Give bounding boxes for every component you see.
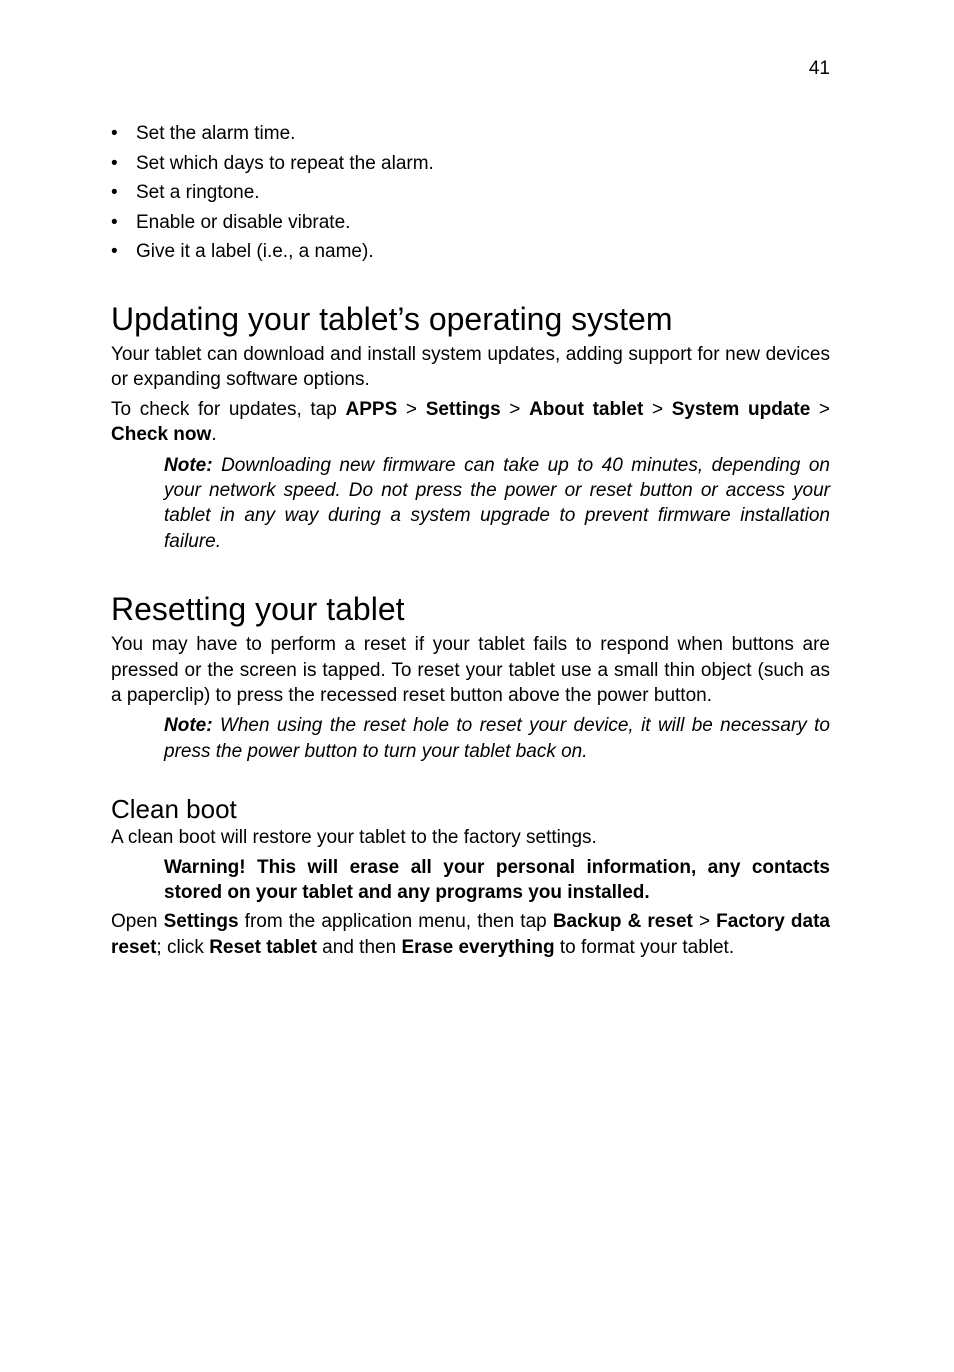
list-item [111,119,830,149]
instruction-text: to format your tablet. [554,936,735,958]
note-label: Note: [164,454,213,476]
updating-check-instructions [111,397,830,448]
reset-tablet-label: Reset tablet [209,936,317,958]
bullet-icon: • [111,152,118,174]
note-text: Downloading new firmware can take up to 40 minutes, depending on your network speed. Do not press the power or reset button or access your tablet in any way during a system upgrade to prevent firmware installation failure. [164,454,830,552]
instruction-text: and then [316,936,402,958]
instruction-text: To check for updates, tap [111,398,346,420]
clean-boot-instructions [111,909,830,960]
instruction-text: ; click [156,936,210,958]
note-label: Note: [164,715,213,737]
resetting-intro: You may have to perform a reset if your tablet fails to respond when buttons are pressed or the screen is tapped. To reset your tablet use a small thin object (such as a paperclip) to press the recessed reset button above the power button. [111,634,830,707]
separator: > [397,398,426,420]
list-item-text: Set which days to repeat the alarm. [136,152,434,174]
page-content [111,119,830,960]
system-update-label: System update [671,398,811,420]
bullet-icon: • [111,182,118,204]
resetting-heading: Resetting your tablet [111,591,405,628]
note-text: When using the reset hole to reset your device, it will be necessary to press the power button to turn your tablet back on. [164,715,830,762]
clean-boot-intro: A clean boot will restore your tablet to the factory settings. [111,827,597,849]
backup-reset-label: Backup & reset [552,911,693,933]
instruction-text: Open [111,911,164,933]
list-item [111,178,830,208]
updating-heading: Updating your tablet’s operating system [111,300,673,337]
list-item [111,149,830,179]
list-item-text: Set the alarm time. [136,123,296,144]
updating-intro: Your tablet can download and install system updates, adding support for new devices or expanding software options. [111,343,830,391]
about-tablet-label: About tablet [529,398,644,420]
list-item-text: Enable or disable vibrate. [136,211,351,233]
settings-label: Settings [163,911,239,933]
separator: > [692,911,717,933]
firmware-note [164,453,830,555]
alarm-options-list [111,119,830,267]
apps-menu-label: APPS [345,398,398,420]
instruction-text: from the application menu, then tap [238,911,553,933]
list-item-text: Give it a label (i.e., a name). [136,241,374,263]
separator: > [643,398,672,420]
erase-everything-label: Erase everything [401,936,555,958]
factory-data-reset-label: Factory data reset [111,911,830,958]
separator: > [500,398,530,420]
settings-menu-label: Settings [425,398,501,420]
clean-boot-heading: Clean boot [111,794,237,825]
bullet-icon: • [111,123,118,144]
page-number: 41 [808,58,830,79]
list-item [111,237,830,267]
reset-note [164,713,830,764]
separator: > [810,398,831,420]
list-item-text: Set a ringtone. [136,182,260,204]
bullet-icon: • [111,211,118,233]
list-item [111,208,830,238]
check-now-label: Check now [111,424,212,446]
clean-boot-warning: Warning! This will erase all your personal information, any contacts stored on your tablet and any programs you installed. [164,856,830,904]
bullet-icon: • [111,241,118,263]
punctuation: . [211,424,217,446]
